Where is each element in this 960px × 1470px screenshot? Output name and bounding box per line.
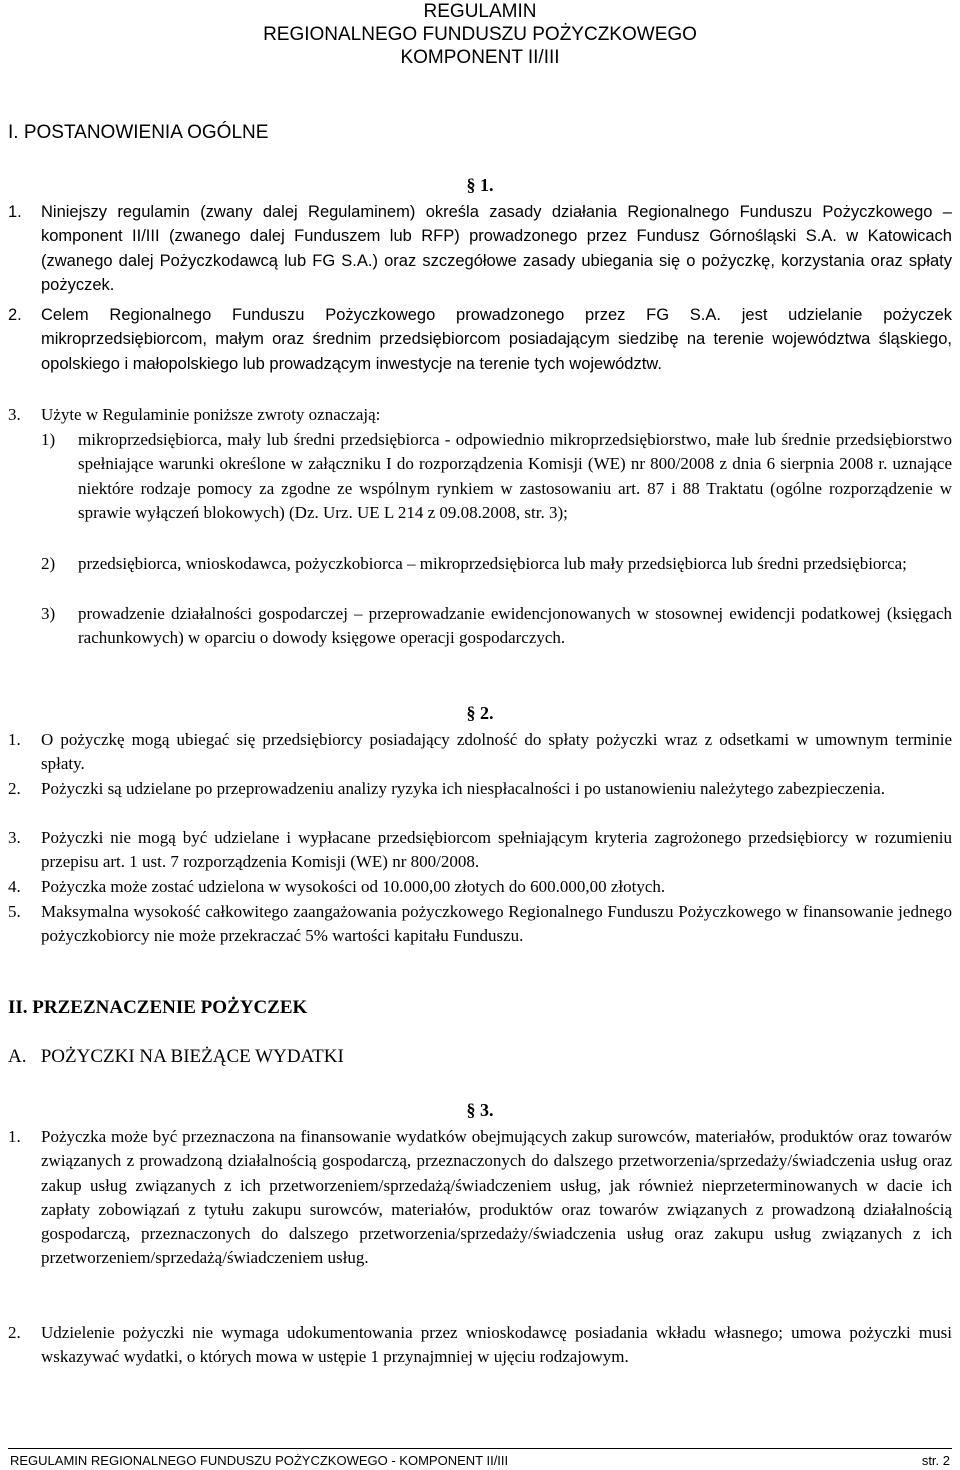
paragraph-mark-1: § 1.	[466, 175, 494, 195]
section-heading-general: I. POSTANOWIENIA OGÓLNE	[8, 122, 269, 143]
list-item	[8, 303, 952, 376]
list-item	[8, 875, 952, 899]
sub-list-item	[41, 602, 952, 651]
section-heading-purpose: II. PRZEZNACZENIE POŻYCZEK	[8, 997, 308, 1018]
item-number: 3.	[8, 405, 21, 424]
title-line-1: REGULAMIN	[423, 1, 537, 22]
paragraph-mark-3: § 3.	[466, 1100, 494, 1120]
sub-item-text: prowadzenie działalności gospodarczej – przeprowadzanie ewidencjonowanych w stosownej ewidencji podatkowej (księgach rachunkowych) w oparciu o dowody księgowe operacji gospodarczych.	[78, 604, 952, 648]
item-number: 3.	[8, 828, 21, 847]
list-item	[8, 728, 952, 777]
item-text: Pożyczki są udzielane po przeprowadzeniu analizy ryzyka ich niespłacalności i po ustanowieniu należytego zabezpieczenia.	[41, 779, 885, 798]
list-item	[8, 826, 952, 875]
list-item	[8, 1321, 952, 1370]
item-number: 5.	[8, 902, 21, 921]
sub-item-text: mikroprzedsiębiorca, mały lub średni przedsiębiorca - odpowiednio mikroprzedsiębiorstwo, małe lub średnie przedsiębiorstwo spełniające warunki określone w załączniku I do rozporządzenia Komisji (WE) nr 800/2008 z dnia 6 sierpnia 2008 r. uznające niektóre rodzaje pomocy za zgodne ze wspólnym rynkiem w zastosowaniu art. 87 i 88 Traktatu (ogólne rozporządzenie w sprawie wyłączeń blokowych) (Dz. Urz. UE L 214 z 09.08.2008, str. 3);	[78, 430, 952, 522]
paragraph-mark-2: § 2.	[466, 703, 494, 723]
item-number: 4.	[8, 877, 21, 896]
sub-item-number: 2)	[41, 554, 56, 573]
item-number: 2.	[8, 306, 22, 324]
item-text: Pożyczki nie mogą być udzielane i wypłacane przedsiębiorcom spełniającym kryteria zagrożonego przedsiębiorcy w rozumieniu przepisu art. 1 ust. 7 rozporządzenia Komisji (WE) nr 800/2008.	[41, 828, 952, 872]
item-number: 1.	[8, 1127, 21, 1146]
item-text: Pożyczka może zostać udzielona w wysokości od 10.000,00 złotych do 600.000,00 złotych.	[41, 877, 666, 896]
item-text: Użyte w Regulaminie poniższe zwroty oznaczają:	[41, 405, 381, 424]
item-text: Niniejszy regulamin (zwany dalej Regulaminem) określa zasady działania Regionalnego Funduszu Pożyczkowego – komponent II/III (zwanego dalej Funduszem lub RFP) prowadzonego przez Fundusz Górnośląski S.A. w Katowicach (zwanego dalej Pożyczkodawcą lub FG S.A.) oraz szczegółowe zasady ubiegania się o pożyczkę, korzystania oraz spłaty pożyczek.	[41, 203, 952, 294]
subsection-heading-current-expenses: A. POŻYCZKI NA BIEŻĄCE WYDATKI	[8, 1046, 344, 1067]
item-number: 1.	[8, 730, 21, 749]
sub-item-number: 3)	[41, 604, 56, 623]
item-number: 2.	[8, 779, 21, 798]
item-number: 1.	[8, 203, 22, 221]
item-text: Udzielenie pożyczki nie wymaga udokumentowania przez wnioskodawcę posiadania wkładu własnego; umowa pożyczki musi wskazywać wydatki, o których mowa w ustępie 1 przynajmniej w ujęciu rodzajowym.	[41, 1323, 952, 1367]
item-number: 2.	[8, 1323, 21, 1342]
sub-item-number: 1)	[41, 430, 56, 449]
title-line-2: REGIONALNEGO FUNDUSZU POŻYCZKOWEGO	[263, 24, 697, 45]
sub-list-item	[41, 552, 952, 576]
document-page	[8, 0, 952, 1470]
item-text: O pożyczkę mogą ubiegać się przedsiębiorcy posiadający zdolność do spłaty pożyczki wraz z odsetkami w umownym terminie spłaty.	[41, 730, 952, 774]
list-item	[8, 1125, 952, 1271]
sub-item-text: przedsiębiorca, wnioskodawca, pożyczkobiorca – mikroprzedsiębiorca lub mały przedsiębiorca lub średni przedsiębiorca;	[78, 554, 907, 573]
list-item	[8, 403, 952, 427]
footer-title: REGULAMIN REGIONALNEGO FUNDUSZU POŻYCZKOWEGO - KOMPONENT II/III	[10, 1453, 509, 1468]
footer-divider	[8, 1448, 952, 1449]
item-text: Celem Regionalnego Funduszu Pożyczkowego prowadzonego przez FG S.A. jest udzielanie pożyczek mikroprzedsiębiorcom, małym oraz średnim przedsiębiorcom posiadającym siedzibę na terenie województwa śląskiego, opolskiego i małopolskiego lub prowadzącym inwestycje na terenie tych województw.	[41, 306, 952, 373]
title-line-3: KOMPONENT II/III	[400, 47, 560, 68]
list-item	[8, 200, 952, 297]
item-text: Maksymalna wysokość całkowitego zaangażowania pożyczkowego Regionalnego Funduszu Pożyczkowego w finansowanie jednego pożyczkobiorcy nie może przekraczać 5% wartości kapitału Funduszu.	[41, 902, 952, 946]
page-number: str. 2	[921, 1453, 950, 1468]
list-item	[8, 900, 952, 949]
list-item	[8, 777, 952, 801]
sub-list-item	[41, 428, 952, 525]
item-text: Pożyczka może być przeznaczona na finansowanie wydatków obejmujących zakup surowców, materiałów, produktów oraz towarów związanych z prowadzoną działalnością gospodarczą, przeznaczonych do dalszego przetworzenia/sprzedaży/świadczenia usług oraz zakup usług związanych z ich przetworzeniem/sprzedażą/świadczeniem usług, jak również nieprzeterminowanych w dacie ich zapłaty zobowiązań z tytułu zakupu surowców, materiałów, produktów oraz towarów związanych z prowadzoną działalnością gospodarczą, przeznaczonych do dalszego przetworzenia/sprzedaży/świadczenia usług oraz zakupu usług związanych z ich przetworzeniem/sprzedażą/świadczeniem usług.	[41, 1127, 952, 1268]
